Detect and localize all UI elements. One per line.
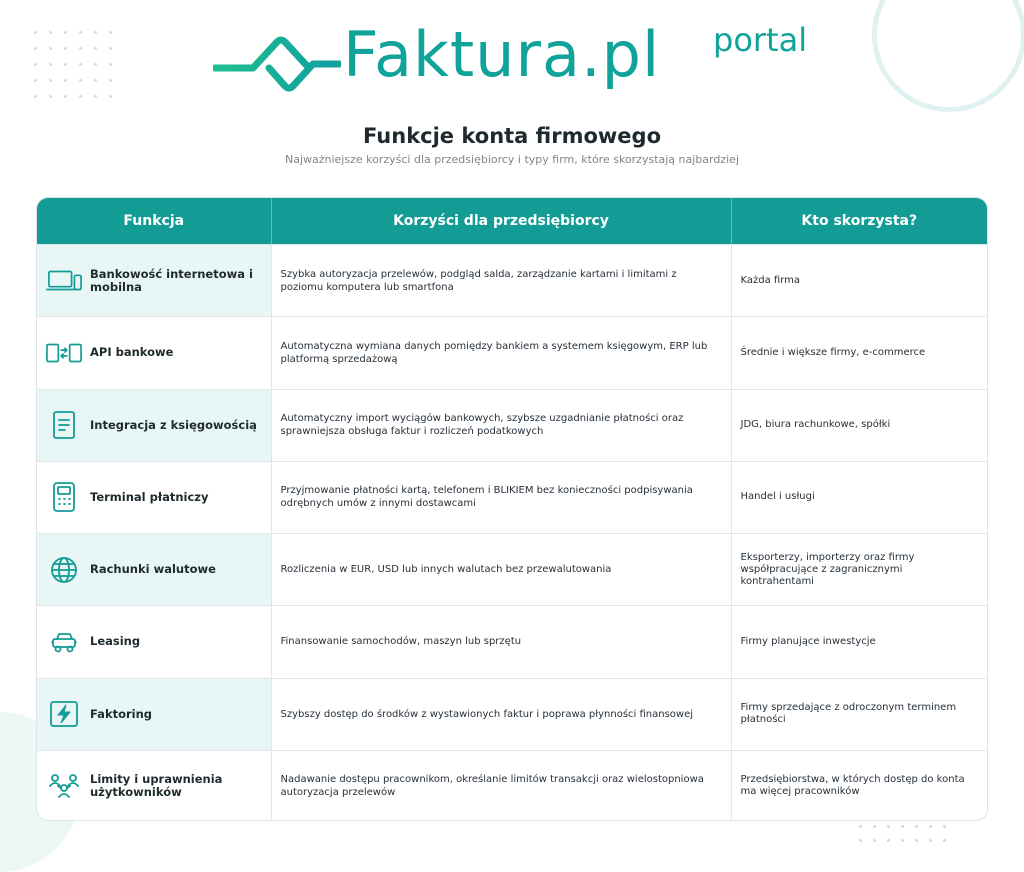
feature-name: Rachunki walutowe (90, 562, 216, 577)
table-row (37, 244, 987, 316)
table-row (37, 389, 987, 461)
who-cell: Firmy sprzedające z odroczonym terminem płatności (740, 702, 957, 726)
page-title: Funkcje konta firmowego (363, 124, 661, 148)
logo-text: Faktura.pl (343, 18, 661, 91)
who-cell: Przedsiębiorstwa, w których dostęp do konta ma więcej pracowników (740, 774, 965, 798)
feature-cell (37, 462, 272, 533)
logo-suffix: portal (713, 21, 808, 59)
feature-name: Leasing (90, 634, 141, 649)
api-transfer-icon (46, 338, 82, 368)
table-header (37, 198, 987, 244)
benefit-cell: Finansowanie samochodów, maszyn lub sprzętu (272, 606, 732, 677)
feature-cell (37, 534, 272, 605)
who-cell: Handel i usługi (740, 491, 815, 503)
who-cell: Eksporterzy, importerzy oraz firmy współpracujące z zagranicznymi kontrahentami (740, 551, 915, 587)
feature-name: Faktoring (90, 706, 153, 721)
column-header-benefits: Korzyści dla przedsiębiorcy (272, 198, 732, 244)
globe-icon (46, 555, 82, 585)
table-row (37, 605, 987, 677)
decorative-dots (859, 825, 946, 842)
feature-name: Terminal płatniczy (90, 489, 209, 504)
users-network-icon (46, 771, 82, 801)
benefit-cell: Rozliczenia w EUR, USD lub innych walutach bez przewalutowania (272, 534, 732, 605)
features-table (36, 197, 988, 821)
feature-name: Bankowość internetowa i mobilna (90, 266, 253, 294)
who-cell: Średnie i większe firmy, e-commerce (740, 346, 926, 358)
feature-name: API bankowe (90, 345, 174, 360)
vehicle-icon (46, 627, 82, 657)
benefit-cell: Nadawanie dostępu pracownikom, określanie limitów transakcji oraz wielostopniowa autoryzacja przelewów (272, 751, 732, 821)
feature-cell (37, 390, 272, 461)
table-row (37, 678, 987, 750)
laptop-phone-icon (46, 266, 82, 296)
feature-cell (37, 606, 272, 677)
benefit-cell: Przyjmowanie płatności kartą, telefonem i BLIKIEM bez konieczności podpisywania odrębnych umów z innymi dostawcami (272, 462, 732, 533)
feature-cell (37, 245, 272, 316)
feature-name: Integracja z księgowością (90, 417, 257, 432)
table-row (37, 533, 987, 605)
feature-name: Limity i uprawnienia użytkowników (90, 772, 223, 800)
payment-terminal-icon (46, 482, 82, 512)
column-header-function: Funkcja (37, 198, 272, 244)
benefit-cell: Szybszy dostęp do środków z wystawionych faktur i poprawa płynności finansowej (272, 679, 732, 750)
column-header-who: Kto skorzysta? (801, 213, 918, 229)
decorative-circle (872, 0, 1024, 112)
feature-cell (37, 751, 272, 821)
logo-mark-icon (213, 24, 341, 94)
feature-cell (37, 679, 272, 750)
table-row (37, 316, 987, 388)
feature-cell (37, 317, 272, 388)
table-row (37, 750, 987, 821)
who-cell: Każda firma (740, 274, 801, 286)
benefit-cell: Automatyczna wymiana danych pomiędzy bankiem a systemem księgowym, ERP lub platformą sprzedażową (272, 317, 732, 388)
lightning-icon (46, 699, 82, 729)
document-icon (46, 410, 82, 440)
benefit-cell: Szybka autoryzacja przelewów, podgląd salda, zarządzanie kartami i limitami z poziomu komputera lub smartfona (272, 245, 732, 316)
who-cell: JDG, biura rachunkowe, spółki (740, 419, 891, 431)
who-cell: Firmy planujące inwestycje (740, 635, 876, 647)
logo[interactable] (213, 12, 823, 102)
benefit-cell: Automatyczny import wyciągów bankowych, szybsze uzgadnianie płatności oraz sprawniejsza obsługa faktur i rozliczeń podatkowych (272, 390, 732, 461)
page-subtitle: Najważniejsze korzyści dla przedsiębiorcy i typy firm, które skorzystają najbardziej (284, 153, 740, 166)
decorative-dots (34, 31, 112, 98)
table-row (37, 461, 987, 533)
